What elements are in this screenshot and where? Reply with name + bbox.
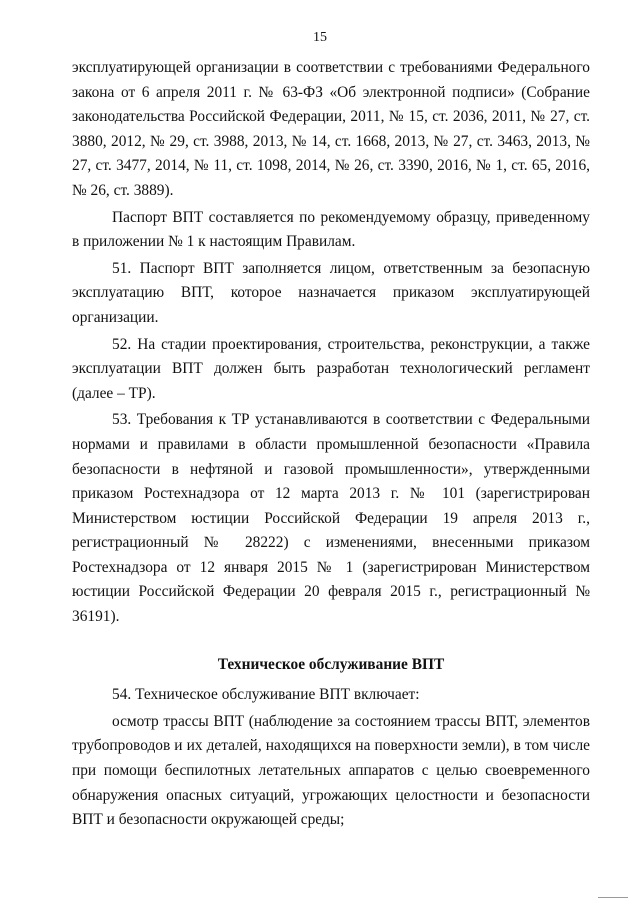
document-body: [72, 56, 590, 833]
paragraph-52: 52. На стадии проектирования, строительства, реконструкции, а также эксплуатации ВПТ должен быть разработан технологический регламент (далее – ТР).: [72, 335, 590, 402]
paragraph-54-item-inspection: осмотр трассы ВПТ (наблюдение за состоянием трассы ВПТ, элементов трубопроводов и их деталей, находящихся на поверхности земли), в том числе при помощи беспилотных летательных аппаратов с целью своевременного обнаружения опасных ситуаций, угрожающих целостности и безопасности ВПТ и безопасности окружающей среды;: [72, 712, 590, 829]
paragraph-51: 51. Паспорт ВПТ заполняется лицом, ответственным за безопасную эксплуатацию ВПТ, которое назначается приказом эксплуатирующей организации.: [72, 259, 590, 326]
scan-artifact: [598, 897, 628, 898]
paragraph-54: 54. Техническое обслуживание ВПТ включает:: [112, 686, 420, 704]
paragraph-continuation: эксплуатирующей организации в соответствии с требованиями Федерального закона от 6 апреля 2011 г. № 63-ФЗ «Об электронной подписи» (Собрание законодательства Российской Федерации, 2011, № 15, ст. 2036, 2011, № 27, ст. 3880, 2012, № 29, ст. 3988, 2013, № 14, ст. 1668, 2013, № 27, ст. 3463, 2013, № 27, ст. 3477, 2014, № 11, ст. 1098, 2014, № 26, ст. 3390, 2016, № 1, ст. 65, 2016, № 26, ст. 3889).: [72, 59, 590, 199]
page-number: 15: [313, 30, 327, 45]
section-heading: Техническое обслуживание ВПТ: [217, 655, 445, 673]
paragraph-passport-template: Паспорт ВПТ составляется по рекомендуемому образцу, приведенному в приложении № 1 к настоящим Правилам.: [72, 208, 590, 251]
paragraph-53: 53. Требования к ТР устанавливаются в соответствии с Федеральными нормами и правилами в области промышленной безопасности «Правила безопасности в нефтяной и газовой промышленности», утвержденными приказом Ростехнадзора от 12 марта 2013 г. № 101 (зарегистрирован Министерством юстиции Российской Федерации 19 апреля 2013 г., регистрационный № 28222) с изменениями, внесенными приказом Ростехнадзора от 12 января 2015 № 1 (зарегистрирован Министерством юстиции Российской Федерации 20 февраля 2015 г., регистрационный № 36191).: [72, 411, 590, 626]
